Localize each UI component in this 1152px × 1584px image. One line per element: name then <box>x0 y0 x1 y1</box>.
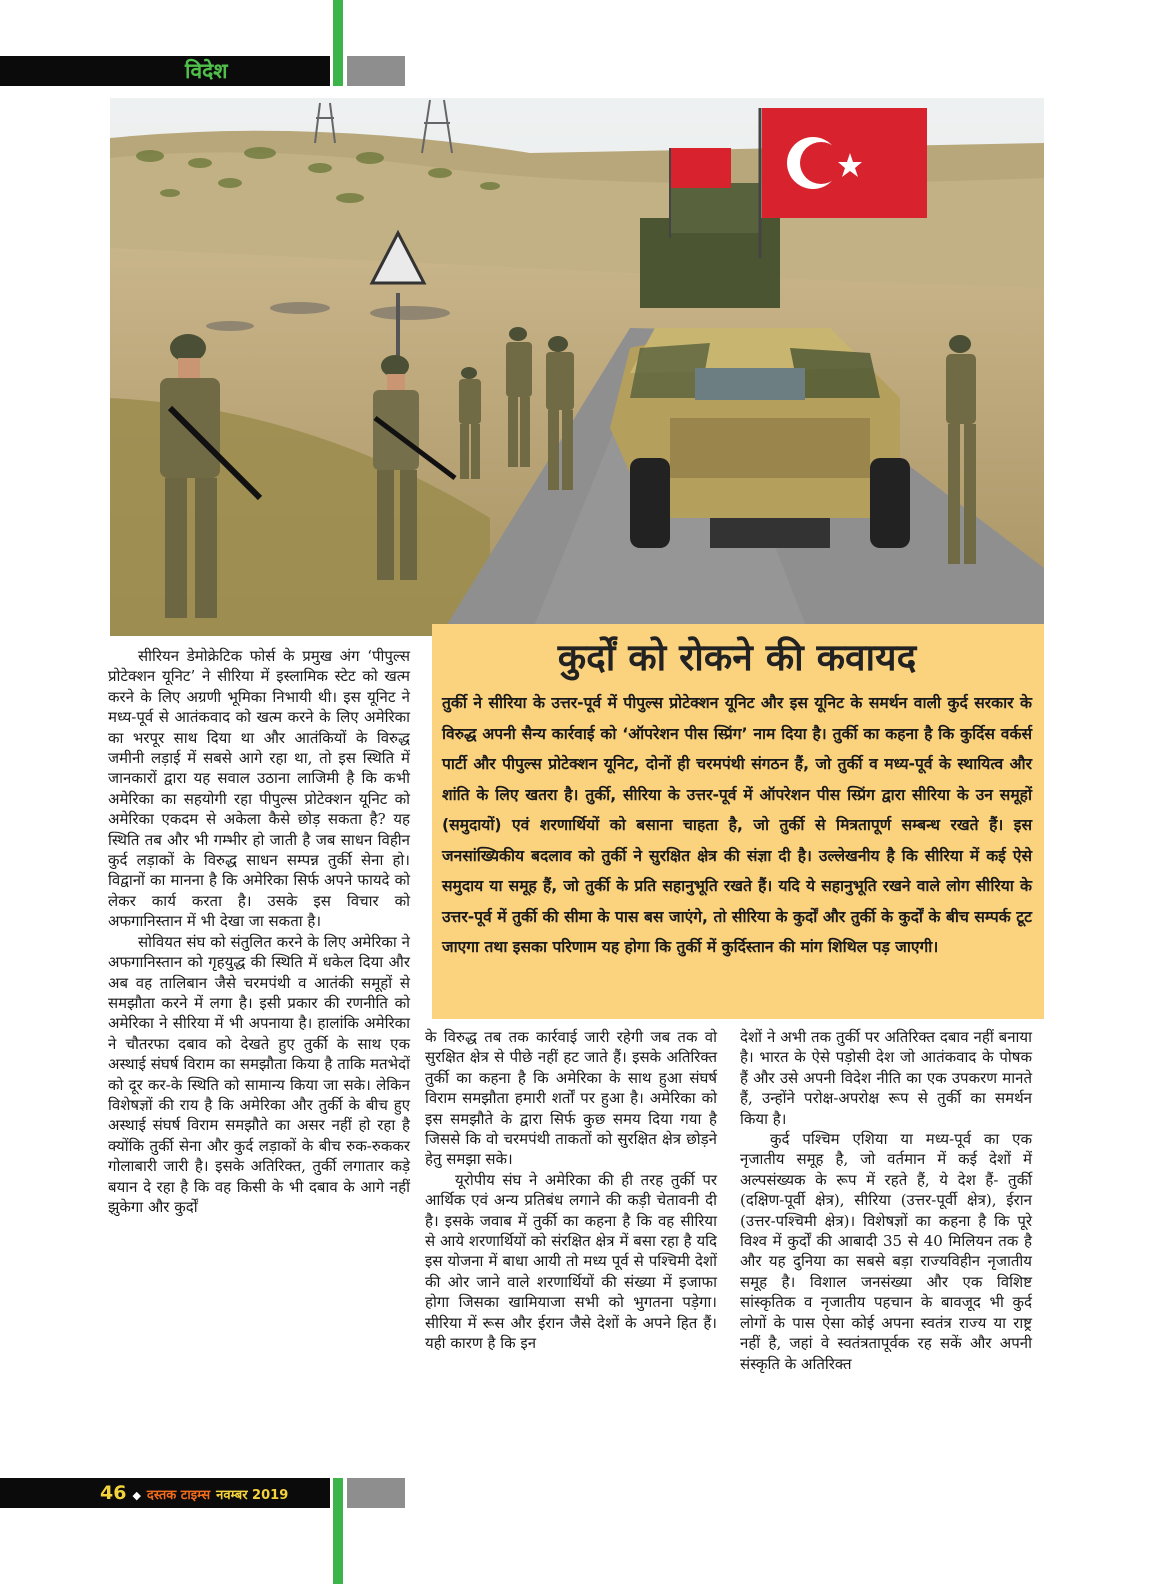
paragraph: सोवियत संघ को संतुलित करने के लिए अमेरिका ने अफगानिस्तान को गृहयुद्ध की स्थिति में धकेल दिया और अब वह तालिबान जैसे चरमपंथी व आतंकी समूहों से समझौता करने में लगा है। इसी प्रकार की रणनीति को अमेरिका ने सीरिया में भी अपनाया है। हालांकि अमेरिका ने चौतरफा दबाव को देखते हुए तुर्की के साथ एक अस्थाई संघर्ष विराम का समझौता किया है ताकि मतभेदों को दूर कर-के स्थिति को सामान्य किया जा सके। लेकिन विशेषज्ञों की राय है कि अमेरिका और तुर्की के बीच हुए अस्थाई संघर्ष विराम समझौते का असर नहीं हो रहा है क्योंकि तुर्की सेना और कुर्द लड़ाकों के बीच रुक-रुककर गोलाबारी जारी है। इसके अतिरिक्त, तुर्की लगातार कड़े बयान दे रहा है कि वह किसी के भी दबाव के आगे नहीं झुकेगा और कुर्दों <box>108 932 410 1216</box>
header-bar <box>0 56 330 86</box>
article-column-2 <box>425 1027 717 1354</box>
paragraph: देशों ने अभी तक तुर्की पर अतिरिक्त दबाव नहीं बनाया है। भारत के ऐसे पड़ोसी देश जो आतंकवाद के पोषक हैं और उसे अपनी विदेश नीति का एक उपकरण मानते हैं, उन्होंने परोक्ष-अपरोक्ष रूप से तुर्की का समर्थन किया है। <box>740 1028 1032 1128</box>
footer <box>100 1478 288 1508</box>
paragraph: सीरियन डेमोक्रेटिक फोर्स के प्रमुख अंग ‘पीपुल्स प्रोटेक्शन यूनिट’ ने सीरिया में इस्लामिक स्टेट को खत्म करने के लिए अग्रणी भूमिका निभायी थी। इस यूनिट ने मध्य-पूर्व से आतंकवाद को खत्म करने के लिए अमेरिका का भरपूर साथ दिया था और आतंकियों के विरुद्ध जमीनी लड़ाई में सबसे आगे रहा था, तो इस स्थिति में जानकारों द्वारा यह सवाल उठाना लाजिमी है कि कभी अमेरिका का सहयोगी रहा पीपुल्स प्रोटेक्शन यूनिट को अमेरिका एकदम से अकेला कैसे छोड़ सकता है? यह स्थिति तब और भी गम्भीर हो जाती है जब साधन विहीन कुर्द लड़ाकों के विरुद्ध साधन सम्पन्न तुर्की सेना हो। विद्वानों का मानना है कि अमेरिका सिर्फ अपने फायदे को लेकर कार्य करता है। उसके इस विचार को अफगानिस्तान में भी देखा जा सकता है। <box>108 647 410 931</box>
bullet-icon: ◆ <box>132 1489 141 1502</box>
page-number: 46 <box>100 1482 127 1504</box>
header-accent-bar <box>333 0 343 86</box>
article-photo <box>110 98 1044 636</box>
header-gray-block <box>347 56 405 86</box>
paragraph: के विरुद्ध तब तक कार्रवाई जारी रहेगी जब तक वो सुरक्षित क्षेत्र से पीछे नहीं हट जाते हैं। इसके अतिरिक्त तुर्की का कहना है कि अमेरिका के साथ हुआ संघर्ष विराम समझौता हमारी शर्तों पर हुआ है। अमेरिका को इस समझौते के द्वारा सिर्फ कुछ समय दिया गया है जिससे कि वो चरमपंथी ताकतों को सुरक्षित क्षेत्र छोड़ने हेतु समझा सके। <box>425 1028 717 1169</box>
magazine-name: दस्तक टाइम्स <box>146 1488 211 1503</box>
footer-accent-bar <box>333 1478 343 1584</box>
article-column-1 <box>108 646 410 1217</box>
paragraph: कुर्द पश्चिम एशिया या मध्य-पूर्व का एक नृजातीय समूह है, जो वर्तमान में कई देशों में अल्पसंख्यक के रूप में रहते हैं, ये देश हैं- तुर्की (दक्षिण-पूर्वी क्षेत्र), सीरिया (उत्तर-पूर्वी क्षेत्र), ईरान (उत्तर-पश्चिमी क्षेत्र)। विशेषज्ञों का कहना है कि पूरे विश्व में कुर्दों की आबादी 35 से 40 मिलियन तक है और यह दुनिया का सबसे बड़ा राज्यविहीन नृजातीय समूह है। विशाल जनसंख्या और एक विशिष्ट सांस्कृतिक व नृजातीय पहचान के बावजूद भी कुर्द लोगों के पास ऐसा कोई अपना स्वतंत्र राज्य या राष्ट्र नहीं है, जहां वे स्वतंत्रतापूर्वक रह सकें और अपनी संस्कृति के अतिरिक्त <box>740 1130 1032 1373</box>
highlight-title: कुर्दों को रोकने की कवायद <box>557 636 917 679</box>
section-label: विदेश <box>185 59 228 83</box>
highlight-box <box>432 624 1044 1019</box>
paragraph: यूरोपीय संघ ने अमेरिका की ही तरह तुर्की पर आर्थिक एवं अन्य प्रतिबंध लगाने की कड़ी चेतावनी दी है। इसके जवाब में तुर्की का कहना है कि वह सीरिया से आये शरणार्थियों को संरक्षित क्षेत्र में बसा रहा है यदि इस योजना में बाधा आयी तो मध्य पूर्व से पश्चिमी देशों की ओर जाने वाले शरणार्थियों की संख्या में इजाफा होगा जिसका खामियाजा सभी को भुगतना पड़ेगा। सीरिया में रूस और ईरान जैसे देशों के अपने हित हैं। यही कारण है कि इन <box>425 1170 717 1353</box>
issue-date: नवम्बर 2019 <box>216 1488 289 1503</box>
highlight-body: तुर्की ने सीरिया के उत्तर-पूर्व में पीपुल्स प्रोटेक्शन यूनिट और इस यूनिट के समर्थन वाली कुर्द सरकार के विरुद्ध अपनी सैन्य कार्रवाई को ‘ऑपरेशन पीस स्प्रिंग’ नाम दिया है। तुर्की का कहना है कि कुर्दिस वर्कर्स पार्टी और पीपुल्स प्रोटेक्शन यूनिट, दोनों ही चरमपंथी संगठन हैं, जो तुर्की व मध्य-पूर्व के स्थायित्व और शांति के लिए खतरा है। तुर्की, सीरिया के उत्तर-पूर्व में ऑपरेशन पीस स्प्रिंग द्वारा सीरिया के उन समूहों (समुदायों) एवं शरणार्थियों को बसाना चाहता है, जो तुर्की से मित्रतापूर्ण सम्बन्ध रखते हैं। इस जनसांख्यिकीय बदलाव को तुर्की ने सुरक्षित क्षेत्र की संज्ञा दी है। उल्लेखनीय है कि सीरिया में कई ऐसे समुदाय या समूह हैं, जो तुर्की के प्रति सहानुभूति रखते हैं। यदि ये सहानुभूति रखने वाले लोग सीरिया के उत्तर-पूर्व में तुर्की की सीमा के पास बस जाएंगे, तो सीरिया के कुर्दों और तुर्की के कुर्दों के बीच सम्पर्क टूट जाएगा तथा इसका परिणाम यह होगा कि तुर्की में कुर्दिस्तान की मांग शिथिल पड़ जाएगी। <box>442 694 1032 956</box>
footer-gray-block <box>347 1478 405 1508</box>
article-column-3 <box>740 1027 1032 1374</box>
